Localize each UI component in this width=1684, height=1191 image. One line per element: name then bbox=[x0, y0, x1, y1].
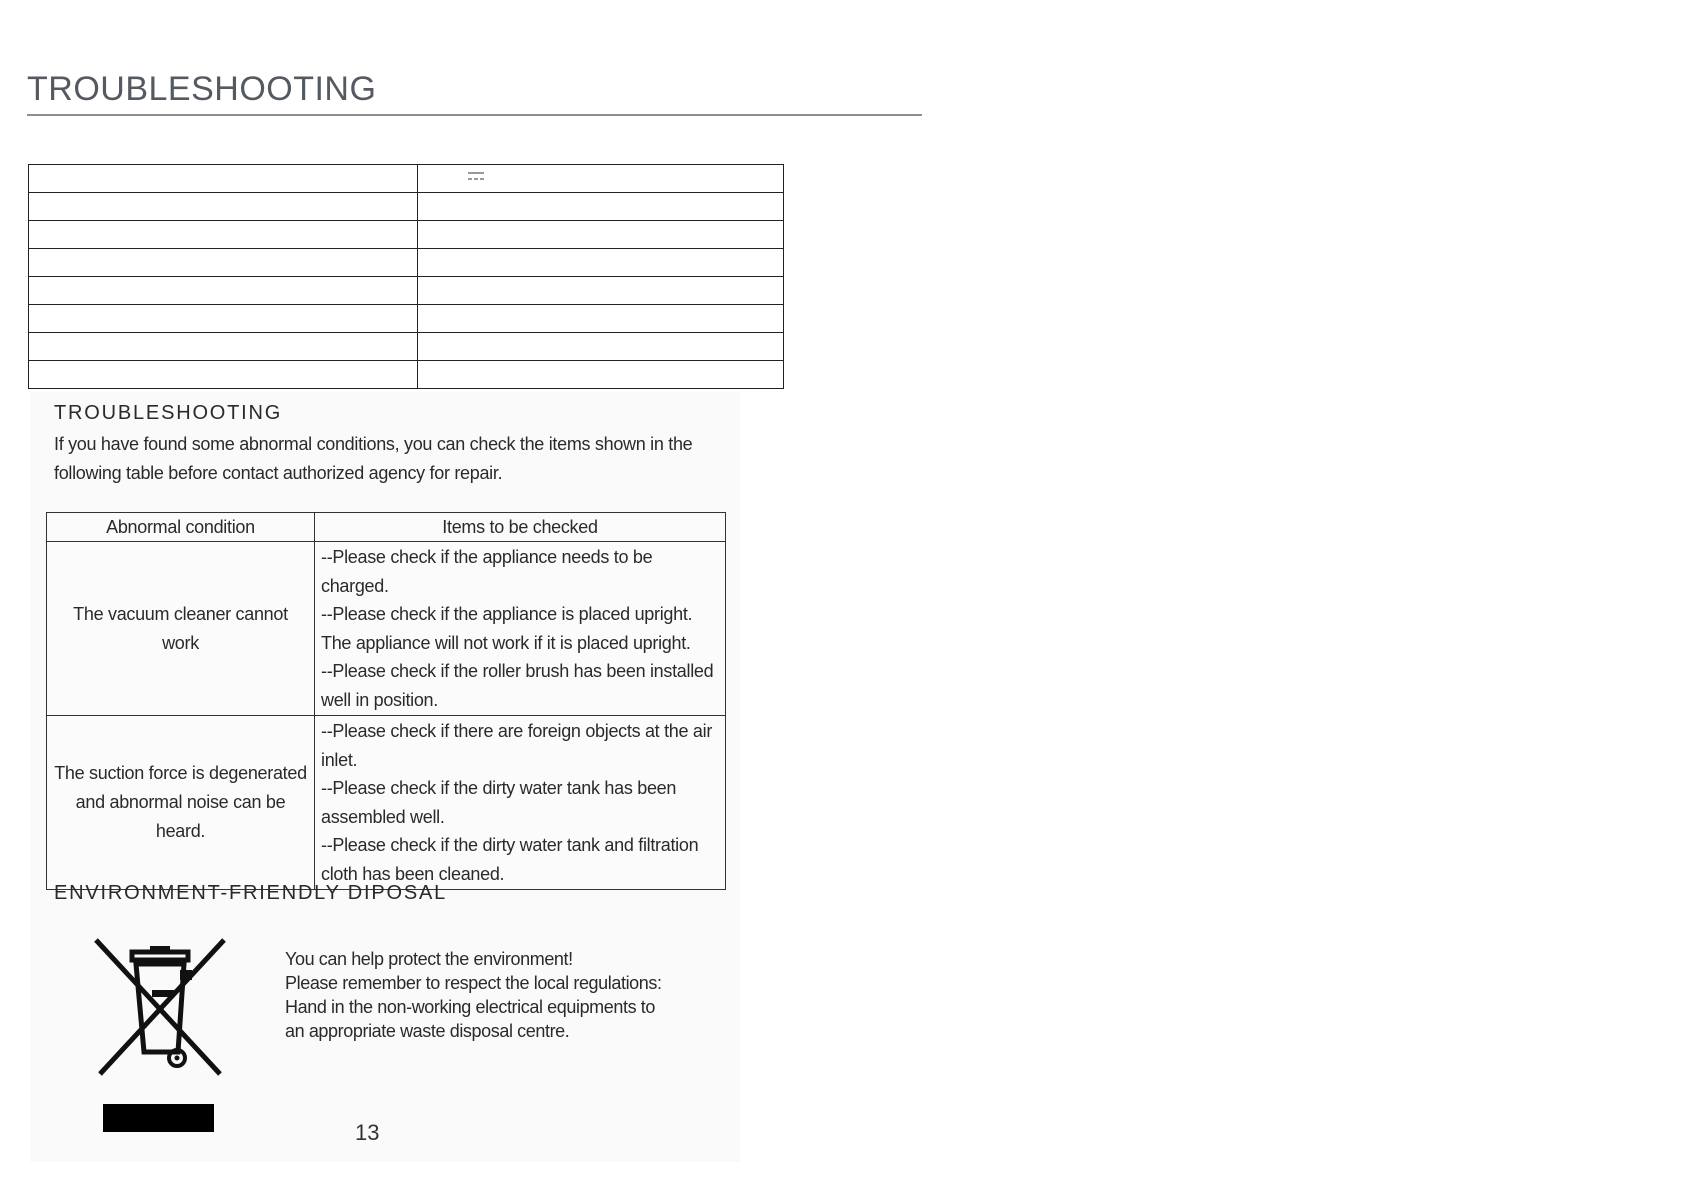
check-item: --Please check if the dirty water tank and filtration cloth has been cleaned. bbox=[321, 835, 699, 884]
empty-grid-table bbox=[28, 164, 784, 389]
table-row bbox=[47, 542, 726, 716]
dash-mark-icon bbox=[468, 171, 484, 181]
page-title: TROUBLESHOOTING bbox=[27, 70, 377, 108]
title-divider bbox=[27, 114, 922, 116]
table-row bbox=[29, 221, 784, 249]
troubleshooting-intro: If you have found some abnormal conditions, you can check the items shown in the following table before contact authorized agency for repair. bbox=[54, 434, 693, 483]
table-row bbox=[29, 333, 784, 361]
condition-cell: The vacuum cleaner cannot work bbox=[47, 542, 315, 716]
table-header-row bbox=[47, 513, 726, 542]
check-item: --Please check if the roller brush has been installed well in position. bbox=[321, 661, 714, 710]
disposal-bar bbox=[103, 1104, 214, 1132]
page-number: 13 bbox=[355, 1120, 380, 1145]
disposal-text: You can help protect the environment! Please remember to respect the local regulations: Hand in the non-working electrical equipments to an appropriate waste disposal centre. bbox=[285, 949, 662, 1041]
disposal-heading: ENVIRONMENT-FRIENDLY DIPOSAL bbox=[54, 882, 448, 904]
check-item: --Please check if the appliance is placed upright. The appliance will not work if it is placed upright. bbox=[321, 604, 693, 653]
items-cell bbox=[315, 716, 726, 890]
troubleshooting-heading: TROUBLESHOOTING bbox=[54, 402, 283, 424]
table-row bbox=[29, 193, 784, 221]
check-item: --Please check if there are foreign objects at the air inlet. bbox=[321, 721, 713, 770]
table-row bbox=[29, 305, 784, 333]
condition-cell: The suction force is degenerated and abnormal noise can be heard. bbox=[47, 716, 315, 890]
table-row bbox=[29, 361, 784, 389]
crossed-out-wheelie-bin-icon bbox=[92, 934, 228, 1080]
header-abnormal-condition: Abnormal condition bbox=[47, 513, 315, 542]
table-row bbox=[29, 277, 784, 305]
table-row bbox=[29, 165, 784, 193]
troubleshooting-table bbox=[46, 512, 726, 890]
check-item: --Please check if the dirty water tank has been assembled well. bbox=[321, 778, 677, 827]
check-item: --Please check if the appliance needs to be charged. bbox=[321, 547, 653, 596]
items-cell bbox=[315, 542, 726, 716]
table-row bbox=[29, 249, 784, 277]
table-row bbox=[47, 716, 726, 890]
header-items-to-check: Items to be checked bbox=[315, 513, 726, 542]
